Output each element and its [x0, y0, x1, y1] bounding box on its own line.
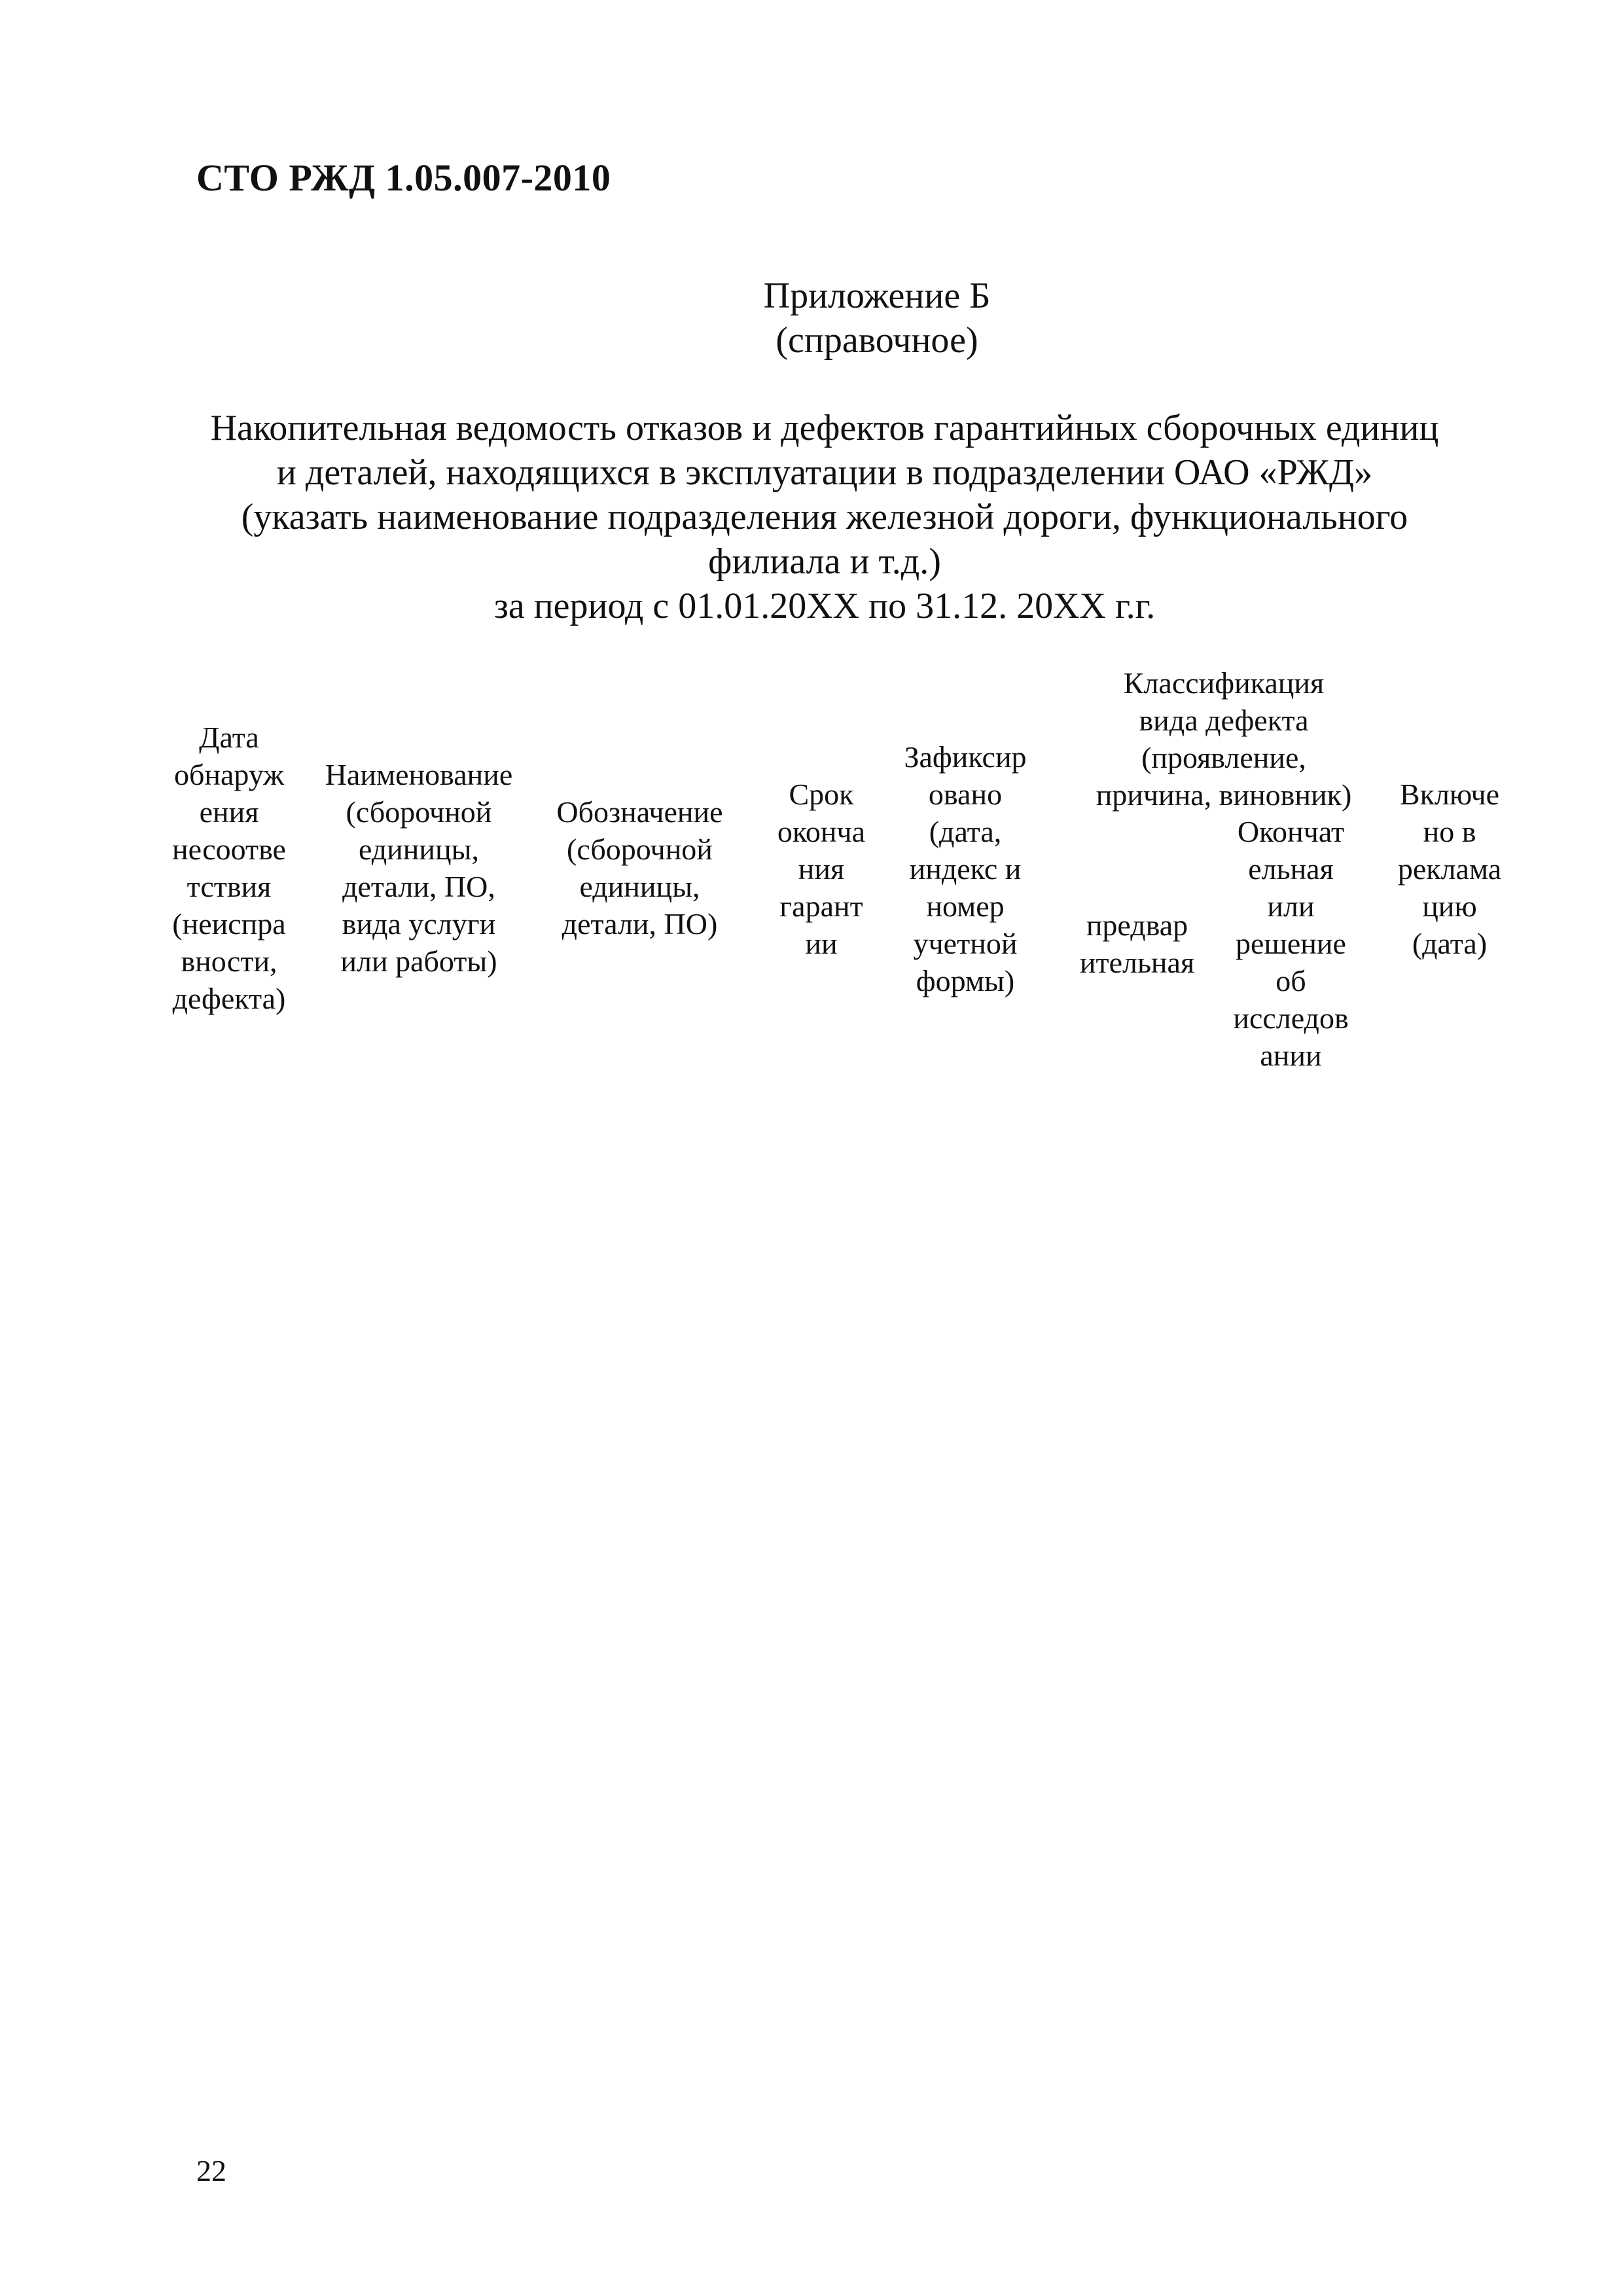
column-header-classification-preliminary: предвар ительная: [1079, 908, 1195, 979]
statement-title-line-1: Накопительная ведомость отказов и дефектов гарантийных сборочных единиц: [210, 408, 1439, 448]
appendix-note: (справочное): [776, 320, 978, 361]
statement-title-line-3: (указать наименование подразделения железной дороги, функционального: [241, 497, 1408, 537]
column-header-name: Наименование (сборочной единицы, детали, ПО, вида услуги или работы): [325, 758, 513, 978]
statement-period: за период с 01.01.20XX по 31.12. 20XX г.г.: [493, 586, 1156, 626]
statement-title-line-2: и деталей, находящихся в эксплуатации в подразделении ОАО «РЖД»: [276, 452, 1373, 493]
column-header-designation: Обозначение (сборочной единицы, детали, ПО): [556, 795, 723, 941]
column-header-warranty-end: Срок оконча ния гарант ии: [777, 778, 866, 960]
appendix-title: Приложение Б: [763, 276, 991, 316]
page-number: 22: [196, 2154, 226, 2187]
column-header-detection-date: Дата обнаруж ения несоотве тствия (неиспра вности, дефекта): [172, 721, 286, 1015]
column-header-defect-classification: Классификация вида дефекта (проявление, причина, виновник): [1096, 666, 1352, 812]
document-code: СТО РЖД 1.05.007-2010: [196, 156, 611, 199]
statement-title-line-4: филиала и т.д.): [708, 541, 941, 582]
column-header-classification-final: Окончат ельная или решение об исследов ании: [1233, 815, 1349, 1072]
column-header-included-in-claim: Включе но в реклама цию (дата): [1397, 778, 1502, 960]
column-header-recorded: Зафиксир овано (дата, индекс и номер учетной формы): [904, 740, 1027, 997]
